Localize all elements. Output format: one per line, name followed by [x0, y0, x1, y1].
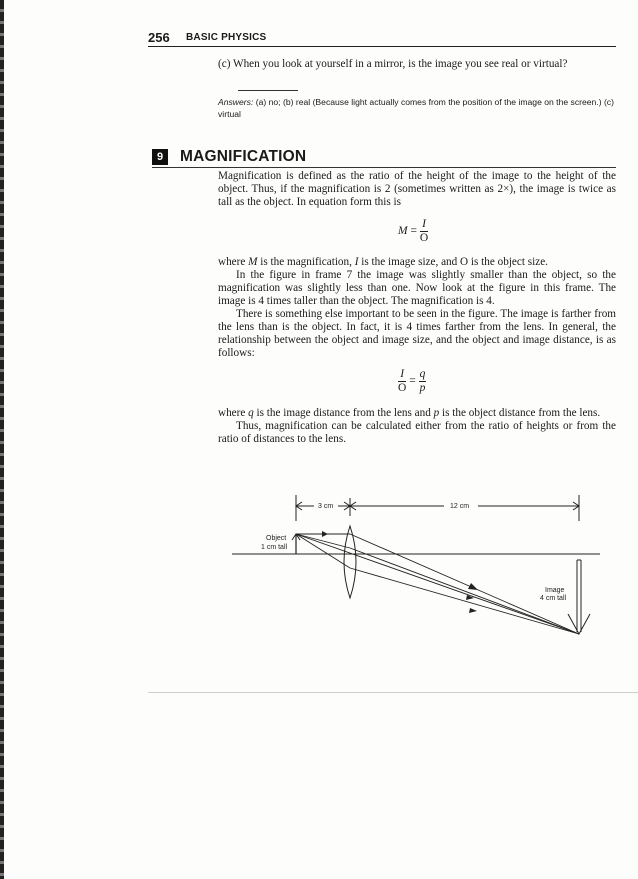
ray-arrow-3	[469, 608, 477, 613]
frame-title: MAGNIFICATION	[180, 148, 307, 165]
ray-arrow-1	[322, 531, 328, 537]
image-label-line1: Image	[545, 587, 565, 594]
eq2-equals: =	[409, 375, 416, 388]
running-head: BASIC PHYSICS	[186, 32, 267, 43]
image-distance-label: 12 cm	[450, 503, 470, 510]
object-label-line2: 1 cm tall	[261, 544, 288, 551]
ray-parallel-out	[350, 534, 579, 634]
ray-focal-in	[296, 534, 350, 568]
object-label-line1: Object	[266, 535, 287, 542]
distance-markers	[296, 495, 579, 521]
eq1-denominator: O	[419, 232, 429, 244]
paragraph-1: Magnification is defined as the ratio of the height of the image to the height of the object. Thus, if the magnification is 2 (sometimes written as 2×), the image is twice as tall as the object. In equation form this is	[218, 170, 616, 208]
eq2-den-left: O	[398, 382, 407, 394]
eq1-equals: =	[410, 225, 417, 238]
paragraph-2: where M is the magnification, I is the image size, and O is the object size.	[218, 256, 548, 268]
ray-arrow-2	[468, 583, 478, 590]
ray-central	[296, 534, 579, 634]
paragraph-4: There is something else important to be seen in the figure. The image is farther from the lens than is the object. In fact, it is 4 times farther from the lens. In general, the relationship between the object and image size, and the object and image distance, is as follows:	[218, 308, 616, 359]
frame-number-badge: 9	[152, 149, 168, 165]
image-label-line2: 4 cm tall	[540, 595, 567, 602]
object-distance-label: 3 cm	[318, 503, 334, 510]
converging-lens	[344, 526, 356, 598]
light-rays	[296, 534, 579, 634]
question-c: (c) When you look at yourself in a mirror, is the image you see real or virtual?	[218, 58, 568, 70]
eq2-num-right: q	[419, 368, 426, 380]
paragraph-5: where q is the image distance from the lens and p is the object distance from the lens.	[218, 407, 601, 419]
paragraph-6: Thus, magnification can be calculated either from the ratio of heights or from the ratio of distances to the lens.	[218, 420, 616, 445]
eq1-numerator: I	[420, 218, 428, 232]
eq1-lhs: M	[398, 225, 408, 238]
eq2-den-right: p	[419, 382, 426, 394]
eq2-num-left: I	[398, 368, 406, 382]
paragraph-3: In the figure in frame 7 the image was slightly smaller than the object, so the magnification was slightly less than one. Now look at the figure in this frame. The image is 4 times taller than the object. The magnification is 4.	[218, 269, 616, 307]
page-bottom-edge	[148, 692, 638, 693]
page-number: 256	[148, 30, 170, 45]
answers-label: Answers:	[218, 97, 254, 107]
answers-text: (a) no; (b) real (Because light actually comes from the position of the image on the screen.) (c) virtual	[218, 97, 614, 119]
